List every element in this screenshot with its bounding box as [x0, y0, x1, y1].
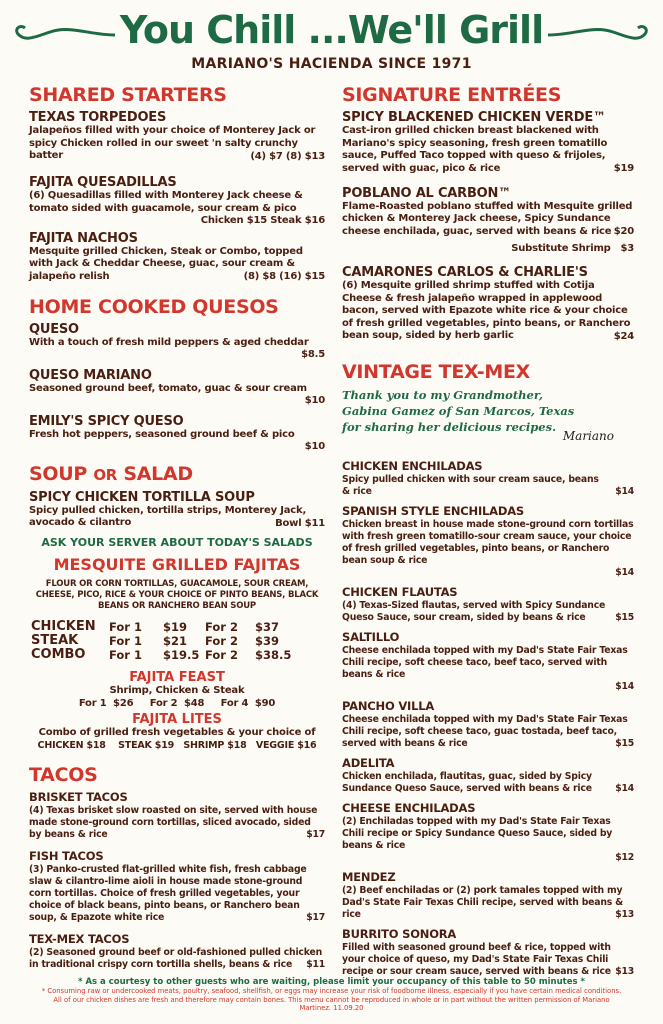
item-desc: Flame-Roasted poblano stuffed with Mesquite grilled chicken & Monterey Jack cheese, Spicy Sundance cheese enchilada, guac, served with beans & rice — [342, 200, 633, 237]
menu-item — [342, 585, 634, 624]
item-name: ADELITA — [342, 756, 395, 770]
fajita-for2: For 2 — [205, 634, 238, 648]
item-price: $13 — [615, 966, 634, 977]
menu-item — [342, 699, 634, 750]
menu-item — [342, 265, 634, 343]
left-column — [29, 82, 325, 980]
item-name: CHICKEN ENCHILADAS — [342, 459, 483, 473]
item-extra: Substitute Shrimp $3 — [511, 242, 634, 254]
menu-item — [342, 756, 634, 795]
item-desc: Jalapeños filled with your choice of Monterey Jack or spicy Chicken rolled in our sweet 'n salty crunchy batter — [29, 125, 316, 161]
menu-item — [29, 790, 325, 841]
item-desc: Mesquite grilled Chicken, Steak or Combo, topped with Jack & Cheddar Cheese, guac, sour cream & jalapeño relish — [29, 245, 303, 282]
menu-item — [342, 504, 634, 579]
item-price: $24 — [613, 330, 634, 342]
item-price: $11 — [306, 959, 325, 970]
item-desc: (6) Quesadillas filled with Monterey Jack cheese & tomato sided with guacamole, sour cream & pico — [29, 190, 303, 214]
item-name: BRISKET TACOS — [29, 790, 128, 804]
item-price: $15 — [615, 612, 634, 623]
fajita-for1: For 1 — [109, 648, 142, 662]
menu-item — [342, 801, 634, 864]
fajita-p2: $39 — [255, 634, 280, 648]
item-name: FISH TACOS — [29, 849, 104, 863]
fajita-name: STEAK — [31, 633, 79, 648]
item-price: $12 — [615, 852, 634, 863]
fajitas-desc: FLOUR OR CORN TORTILLAS, GUACAMOLE, SOUR CREAM, CHEESE, PICO, RICE & YOUR CHOICE OF PINTO BEANS, BLACK BEANS OR RANCHERO BEAN SOUP — [35, 579, 319, 611]
item-name: SPICY BLACKENED CHICKEN VERDE™ — [342, 110, 606, 125]
item-price: Chicken $15 Steak $16 — [200, 215, 325, 226]
item-name: QUESO — [29, 321, 79, 337]
item-desc: Spicy pulled chicken, tortilla strips, Monterey Jack, avocado & cilantro — [29, 504, 307, 528]
fajita-p1: $19 — [163, 620, 188, 634]
item-name: CHICKEN FLAUTAS — [342, 585, 458, 599]
item-price: $20 — [613, 226, 634, 237]
item-price: $13 — [615, 909, 634, 920]
item-price: $17 — [306, 912, 325, 923]
disclaimer-text: * Consuming raw or undercooked meats, poultry, seafood, shellfish, or eggs may increase your risk of foodborne illness, especially if you have certain medical conditions. All of our chicken dishes are fresh and therefore may contain bones. This menu cannot be reproduced in whole or in part without the written permission of Mariano Martinez. 11.09.20 — [41, 987, 622, 1012]
item-price: $14 — [615, 486, 634, 497]
fajita-lites-desc: Combo of grilled fresh vegetables & your choice of — [38, 727, 316, 738]
signature: Mariano — [562, 429, 614, 443]
menu-footer — [0, 977, 663, 1013]
menu-title: You Chill ...We'll Grill — [119, 8, 544, 52]
fajita-p1: $19.5 — [163, 648, 200, 662]
fajita-p2: $38.5 — [255, 648, 292, 662]
item-desc: (6) Mesquite grilled shrimp stuffed with Cotija Cheese & fresh jalapeño wrapped in applewood bacon, served with Epazote white rice & your choice of fresh grilled vegetables, pinto beans, or Ranchero bean soup, sided by herb garlic — [342, 280, 631, 341]
item-name: SALTILLO — [342, 630, 400, 644]
menu-item — [342, 630, 634, 693]
menu-header — [0, 0, 663, 82]
menu-item — [342, 110, 634, 176]
section-heading-tacos: TACOS — [29, 764, 98, 786]
item-desc: Cheese enchilada topped with my Dad's State Fair Texas Chili recipe, soft cheese taco, guac tostada, beef taco, served with beans & rice — [342, 714, 628, 749]
item-name: PANCHO VILLA — [342, 699, 435, 713]
menu-item — [342, 870, 634, 921]
item-name: SPANISH STYLE ENCHILADAS — [342, 504, 524, 518]
item-desc: Cast-iron grilled chicken breast blackened with Mariano's spicy seasoning, fresh green tomatillo sauce, Puffed Taco topped with queso & frijoles, served with guac, pico & rice — [342, 125, 608, 174]
item-desc: Spicy pulled chicken with sour cream sauce, beans & rice — [342, 474, 599, 497]
menu-item — [29, 231, 325, 284]
item-desc: (4) Texas brisket slow roasted on site, served with house made stone-ground corn tortillas, sliced avocado, sided by beans & rice — [29, 805, 318, 840]
fajita-p1: $21 — [163, 634, 188, 648]
vintage-items — [342, 459, 634, 978]
menu-item — [29, 175, 325, 228]
item-price: $19 — [613, 163, 634, 174]
item-price: $14 — [615, 783, 634, 794]
menu-item — [29, 368, 325, 408]
item-desc: (2) Enchiladas topped with my Dad's State Fair Texas Chili recipe or Spicy Sundance Queso Sauce, sided by beans & rice — [342, 816, 613, 851]
item-price: (8) $8 (16) $15 — [243, 271, 325, 282]
section-heading-soup-salad — [29, 463, 325, 486]
item-price: Bowl $11 — [275, 517, 325, 529]
menu-item — [29, 932, 325, 971]
fajita-feast-desc: Shrimp, Chicken & Steak — [109, 685, 245, 696]
item-name: FAJITA QUESADILLAS — [29, 175, 177, 190]
item-price: $15 — [615, 738, 634, 749]
item-name: MENDEZ — [342, 870, 396, 884]
fajita-lites-prices: CHICKEN $18 STEAK $19 SHRIMP $18 VEGGIE $16 — [37, 739, 317, 751]
fajita-for1: For 1 — [109, 620, 142, 634]
item-price: $14 — [615, 681, 634, 692]
fajita-p2: $37 — [255, 620, 280, 634]
section-heading-shared-starters: SHARED STARTERS — [29, 84, 227, 106]
item-name: CHEESE ENCHILADAS — [342, 801, 476, 815]
menu-item — [342, 459, 634, 498]
item-desc: (2) Seasoned ground beef or old-fashioned pulled chicken in traditional crispy corn tortilla shells, beans & rice — [29, 947, 323, 970]
fajitas-price-table — [31, 620, 325, 662]
menu-item — [342, 186, 634, 256]
section-heading-signature: SIGNATURE ENTRÉES — [342, 84, 562, 106]
soup-heading-part: SOUP — [29, 462, 94, 485]
menu-subtitle: MARIANO'S HACIENDA SINCE 1971 — [191, 56, 472, 72]
item-desc: (2) Beef enchiladas or (2) pork tamales topped with my Dad's State Fair Texas Chili recipe, served with beans & rice — [342, 885, 624, 920]
item-name: POBLANO AL CARBON™ — [342, 185, 512, 201]
item-name: EMILY'S SPICY QUESO — [29, 413, 184, 429]
item-name: SPICY CHICKEN TORTILLA SOUP — [29, 489, 255, 505]
soup-heading-or: OR — [93, 465, 118, 484]
menu-item — [29, 322, 325, 362]
section-heading-quesos: HOME COOKED QUESOS — [29, 295, 279, 318]
item-desc: Chicken breast in house made stone-ground corn tortillas with fresh green tomatillo-sour cream sauce, your choice of fresh grilled vegetables, pinto beans, or Ranchero bean soup & rice — [342, 519, 634, 566]
item-price: $8.5 — [301, 349, 325, 360]
fajita-for2: For 2 — [205, 620, 238, 634]
fajita-name: CHICKEN — [31, 619, 96, 634]
item-desc: Filled with seasoned ground beef & rice, topped with your choice of queso, my Dad's State Fair Texas Chili recipe or sour cream sauce, served with beans & rice — [342, 942, 611, 977]
item-name: BURRITO SONORA — [342, 927, 457, 941]
fajita-for2: For 2 — [205, 648, 238, 662]
item-desc: With a touch of fresh mild peppers & aged cheddar — [29, 336, 309, 348]
item-price: $17 — [306, 829, 325, 840]
item-price: $10 — [304, 441, 325, 452]
item-desc: (4) Texas-Sized flautas, served with Spicy Sundance Queso Sauce, sour cream, sided by beans & rice — [342, 600, 606, 623]
fajita-lites-heading: FAJITA LITES — [132, 712, 222, 727]
courtesy-note: * As a courtesy to other guests who are waiting, please limit your occupancy of this table to 50 minutes * — [78, 977, 585, 987]
item-price: $10 — [304, 395, 325, 406]
item-desc: Seasoned ground beef, tomato, guac & sour cream — [29, 382, 307, 394]
item-desc: Chicken enchilada, flautitas, guac, sided by Spicy Sundance Queso Sauce, served with beans & rice — [342, 771, 592, 794]
section-heading-fajitas: MESQUITE GRILLED FAJITAS — [53, 555, 301, 574]
salads-note: ASK YOUR SERVER ABOUT TODAY'S SALADS — [41, 536, 313, 549]
item-name: TEX-MEX TACOS — [29, 932, 130, 946]
menu-item — [29, 414, 325, 454]
menu-item — [342, 927, 634, 978]
dedication-text: Thank you to my Grandmother, Gabina Gamez of San Marcos, Texas for sharing her delicious recipes. — [342, 388, 575, 434]
fajita-name: COMBO — [31, 647, 86, 662]
item-desc: (3) Panko-crusted flat-grilled white fish, fresh cabbage slaw & cilantro-lime aioli in house made stone-ground corn tortillas. Choice of fresh grilled vegetables, your choice of black beans, pinto beans, or Ranchero bean soup, & Epazote white rice — [29, 864, 307, 923]
menu-item — [29, 490, 325, 531]
fajita-feast-heading: FAJITA FEAST — [129, 670, 225, 685]
menu-item — [29, 849, 325, 924]
item-name: CAMARONES CARLOS & CHARLIE'S — [342, 265, 588, 280]
item-name: FAJITA NACHOS — [29, 230, 138, 246]
fajita-for1: For 1 — [109, 634, 142, 648]
menu-item — [29, 110, 325, 163]
item-desc: Fresh hot peppers, seasoned ground beef & pico — [29, 428, 295, 440]
fajita-feast-prices: For 1 $26 For 2 $48 For 4 $90 — [78, 697, 276, 709]
item-price: (4) $7 (8) $13 — [250, 150, 325, 162]
section-heading-vintage: VINTAGE TEX-MEX — [342, 361, 531, 383]
right-column — [342, 82, 634, 987]
soup-heading-part: SALAD — [117, 462, 193, 485]
item-name: TEXAS TORPEDOES — [29, 110, 167, 125]
item-price: $14 — [615, 567, 634, 578]
item-name: QUESO MARIANO — [29, 367, 152, 383]
item-desc: Cheese enchilada topped with my Dad's State Fair Texas Chili recipe, soft cheese taco, beef taco, served with beans & rice — [342, 645, 628, 680]
